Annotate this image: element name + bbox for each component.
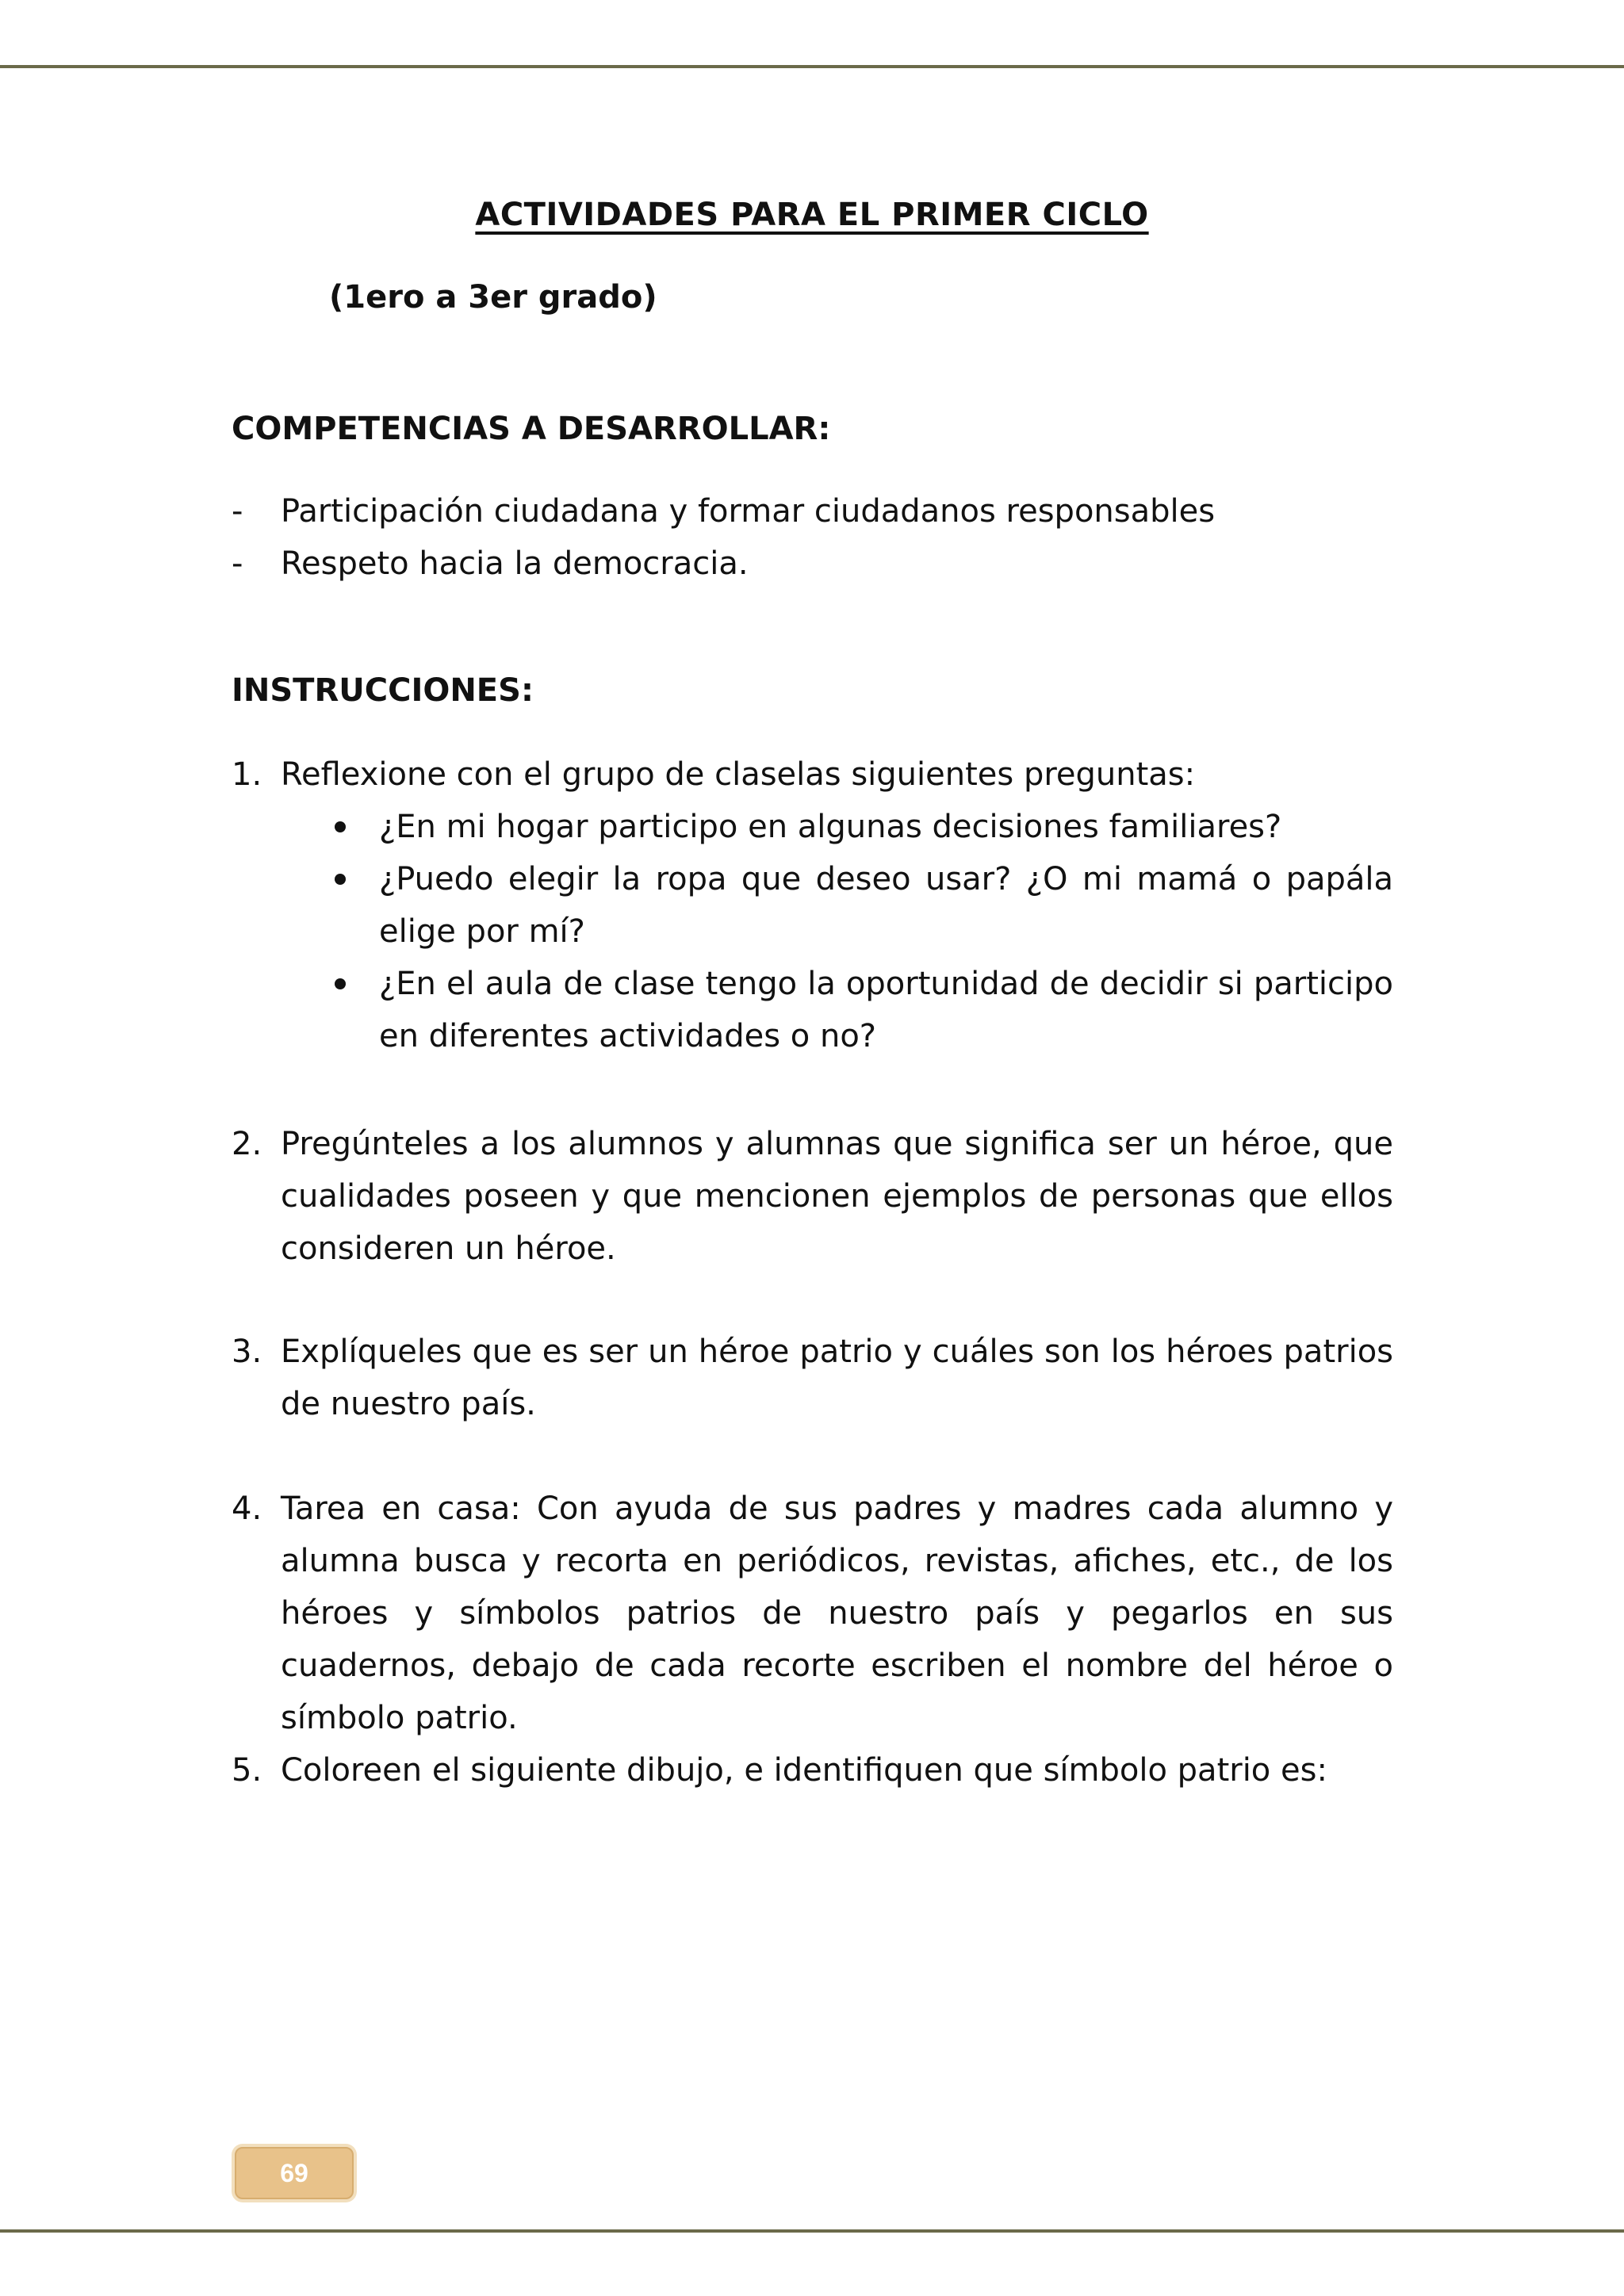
question-item [379,853,1393,958]
instruction-text: Pregúnteles a los alumnos y alumnas que significa ser un héroe, que cualidades poseen y que mencionen ejemplos de personas que ellos consideren un héroe. [281,1126,1393,1267]
question-item [379,958,1393,1062]
instruction-text: Reflexione con el grupo de claselas siguientes preguntas: [281,756,1196,793]
page-title: ACTIVIDADES PARA EL PRIMER CICLO [475,197,1149,233]
competencia-item [232,485,1397,538]
instruction-number: 1. [232,756,262,793]
dash-marker: - [232,545,243,582]
instruction-text: Explíqueles que es ser un héroe patrio y cuáles son los héroes patrios de nuestro país. [281,1334,1393,1422]
dash-marker: - [232,493,243,530]
instruction-number: 2. [232,1126,262,1162]
bullet-icon [335,821,346,832]
competencias-list [232,485,1397,590]
instruction-item-5 [232,1744,1393,1797]
bullet-icon [335,874,346,885]
instruction-text: Coloreen el siguiente dibujo, e identifiquen que símbolo patrio es: [281,1752,1327,1789]
instruction-item-2 [232,1118,1393,1275]
instruction-item-3 [232,1326,1393,1430]
bullet-icon [335,978,346,989]
page-number-badge: 69 [235,2147,354,2199]
page-subtitle: (1ero a 3er grado) [329,279,657,316]
instruction-item-1 [232,748,1393,1062]
question-text: ¿En el aula de clase tengo la oportunidad de decidir si participo en diferentes actividades o no? [379,966,1393,1054]
question-list [232,801,1393,1062]
top-rule [0,65,1624,68]
instruction-number: 5. [232,1752,262,1789]
competencias-heading: COMPETENCIAS A DESARROLLAR: [232,411,831,447]
question-item [379,801,1393,853]
bottom-rule [0,2229,1624,2233]
instruction-text: Tarea en casa: Con ayuda de sus padres y madres cada alumno y alumna busca y recorta en periódicos, revistas, afiches, etc., de los héroes y símbolos patrios de nuestro país y pegarlos en sus cuadernos, debajo de cada recorte escriben el nombre del héroe o símbolo patrio. [281,1490,1393,1736]
competencia-item [232,538,1397,590]
competencia-text: Respeto hacia la democracia. [281,545,749,582]
instruction-item-4 [232,1483,1393,1744]
question-text: ¿En mi hogar participo en algunas decisiones familiares? [379,809,1282,845]
instruction-number: 4. [232,1490,262,1527]
question-text: ¿Puedo elegir la ropa que deseo usar? ¿O mi mamá o papála elige por mí? [379,861,1393,950]
instruction-number: 3. [232,1334,262,1370]
competencia-text: Participación ciudadana y formar ciudadanos responsables [281,493,1216,530]
instrucciones-heading: INSTRUCCIONES: [232,672,534,709]
